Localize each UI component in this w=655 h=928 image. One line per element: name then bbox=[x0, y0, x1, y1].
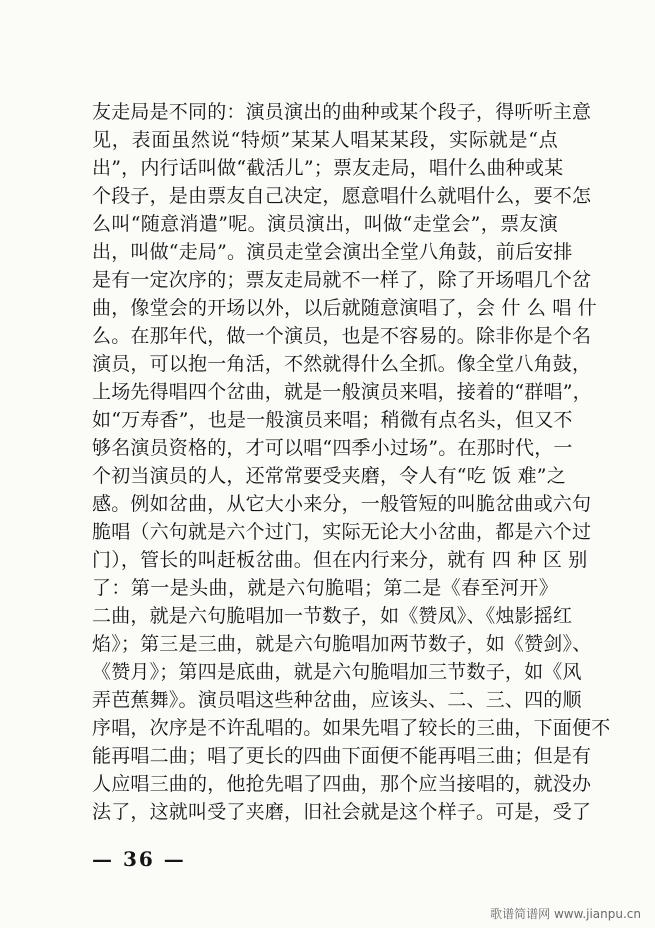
inline-title: 《春至河开》 bbox=[441, 577, 558, 599]
text-line: 《赞月》；第四是底曲，就是六句脆唱加三节数子，如《风 bbox=[92, 661, 582, 683]
text-line: 够名演员资格的，才可以唱“四季小过场”。在那时代，一 bbox=[92, 437, 573, 459]
text-line: 演员，可以抱一角活，不然就得什么全抓。像全堂八角鼓， bbox=[92, 353, 592, 375]
text-line: 序唱，次序是不许乱唱的。如果先唱了较长的三曲，下面便不 bbox=[92, 717, 611, 739]
text-line: 个初当演员的人，还常常要受夹磨，令人有“吃 饭 难”之 bbox=[92, 465, 566, 487]
text-line: 人应唱三曲的，他抢先唱了四曲，那个应当接唱的，就没办 bbox=[92, 773, 592, 795]
text-line: 上场先得唱四个岔曲，就是一般演员来唱，接着的“群唱”， bbox=[92, 381, 592, 403]
text-line: 个段子，是由票友自己决定，愿意唱什么就唱什么，要不怎 bbox=[92, 185, 592, 207]
text-line: 么。在那年代，做一个演员，也是不容易的。除非你是个名 bbox=[92, 325, 592, 347]
text-line: 如“万寿香”，也是一般演员来唱；稍微有点名头，但又不 bbox=[92, 409, 573, 431]
text-line: 么叫“随意消遣”呢。演员演出，叫做“走堂会”，票友演 bbox=[92, 213, 558, 235]
text-line: 弄芭蕉舞》。演员唱这些种岔曲，应该头、二、三、四的顺 bbox=[92, 689, 582, 711]
text-line bbox=[92, 574, 558, 602]
text-line: 见，表面虽然说“特烦”某某人唱某某段，实际就是“点 bbox=[92, 129, 558, 151]
watermark: 歌谱简谱网 www.jianpu.cn bbox=[490, 907, 641, 921]
text-line: 能再唱二曲；唱了更长的四曲下面便不能再唱三曲；但是有 bbox=[92, 745, 592, 767]
text-line: 脆唱（六句就是六个过门，实际无论大小岔曲，都是六个过 bbox=[92, 521, 592, 543]
text-line: 出，叫做“走局”。演员走堂会演出全堂八角鼓，前后安排 bbox=[92, 241, 573, 263]
text-line: 友走局是不同的：演员演出的曲种或某个段子，得听听主意 bbox=[92, 101, 592, 123]
text-line: 感。例如岔曲，从它大小来分，一般管短的叫脆岔曲或六句 bbox=[92, 493, 592, 515]
text-line: 曲，像堂会的开场以外，以后就随意演唱了，会 什 么 唱 什 bbox=[92, 297, 597, 319]
text-line: 出”，内行话叫做“截活儿”；票友走局，唱什么曲种或某 bbox=[92, 157, 564, 179]
page-number: — 36 — bbox=[92, 847, 186, 871]
text-line: 是有一定次序的；票友走局就不一样了，除了开场唱几个岔 bbox=[92, 269, 592, 291]
body-text bbox=[92, 98, 611, 826]
text-line: 二曲，就是六句脆唱加一节数子，如《赞凤》、《烛影摇红 bbox=[92, 605, 573, 627]
text-line: 门），管长的叫赶板岔曲。但在内行来分，就有 四 种 区 别 bbox=[92, 549, 588, 571]
text-line: 焰》；第三是三曲，就是六句脆唱加两节数子，如《赞剑》、 bbox=[92, 633, 592, 655]
text-line-start: 了：第一是头曲，就是六句脆唱；第二是 bbox=[92, 577, 442, 599]
text-line: 法了，这就叫受了夹磨，旧社会就是这个样子。可是，受了 bbox=[92, 801, 592, 823]
